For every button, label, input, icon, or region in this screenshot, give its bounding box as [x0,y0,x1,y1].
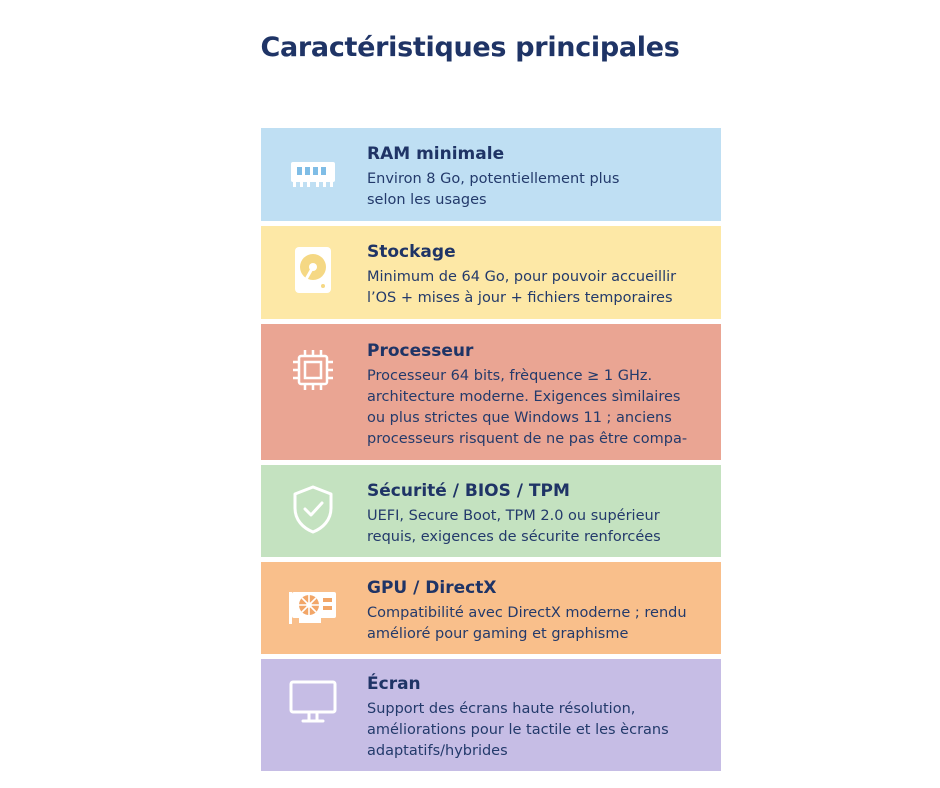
card-ram [261,128,721,221]
card-title: GPU / DirectX [367,578,497,598]
card-description: Processeur 64 bits, frèquence ≥ 1 GHz. architecture moderne. Exigences sìmilaires ou plus strictes que Windows 11 ; anciens processeurs risquent de ne pas être compa- [367,368,688,447]
hard-drive-icon [285,243,341,299]
card-description: Support des écrans haute résolution, améliorations pour le tactile et les ècrans adaptatifs/hybrides [367,701,669,759]
card-title: Stockage [367,242,456,262]
card-gpu [261,562,721,654]
shield-check-icon [285,481,341,537]
card-title: Écran [367,674,421,694]
card-title: RAM minimale [367,144,505,164]
gpu-card-icon [285,578,341,634]
card-title: Sécurité / BIOS / TPM [367,481,570,501]
monitor-icon [285,674,341,730]
page-title: Caractéristiques principales [260,32,680,63]
card-security [261,465,721,557]
card-description: Minimum de 64 Go, pour pouvoir accueillir l’OS + mises à jour + fichiers temporaires [367,269,677,306]
card-description: Environ 8 Go, potentiellement plus selon les usages [367,171,620,208]
card-description: UEFI, Secure Boot, TPM 2.0 ou supérieur requis, exigences de sécurite renforcées [367,508,661,545]
card-screen [261,659,721,771]
card-description: Compatibilité avec DirectX moderne ; rendu amélioré pour gaming et graphisme [367,605,687,642]
card-processor [261,324,721,460]
card-storage [261,226,721,319]
card-title: Processeur [367,341,474,361]
ram-icon [285,146,341,202]
cpu-icon [285,342,341,398]
